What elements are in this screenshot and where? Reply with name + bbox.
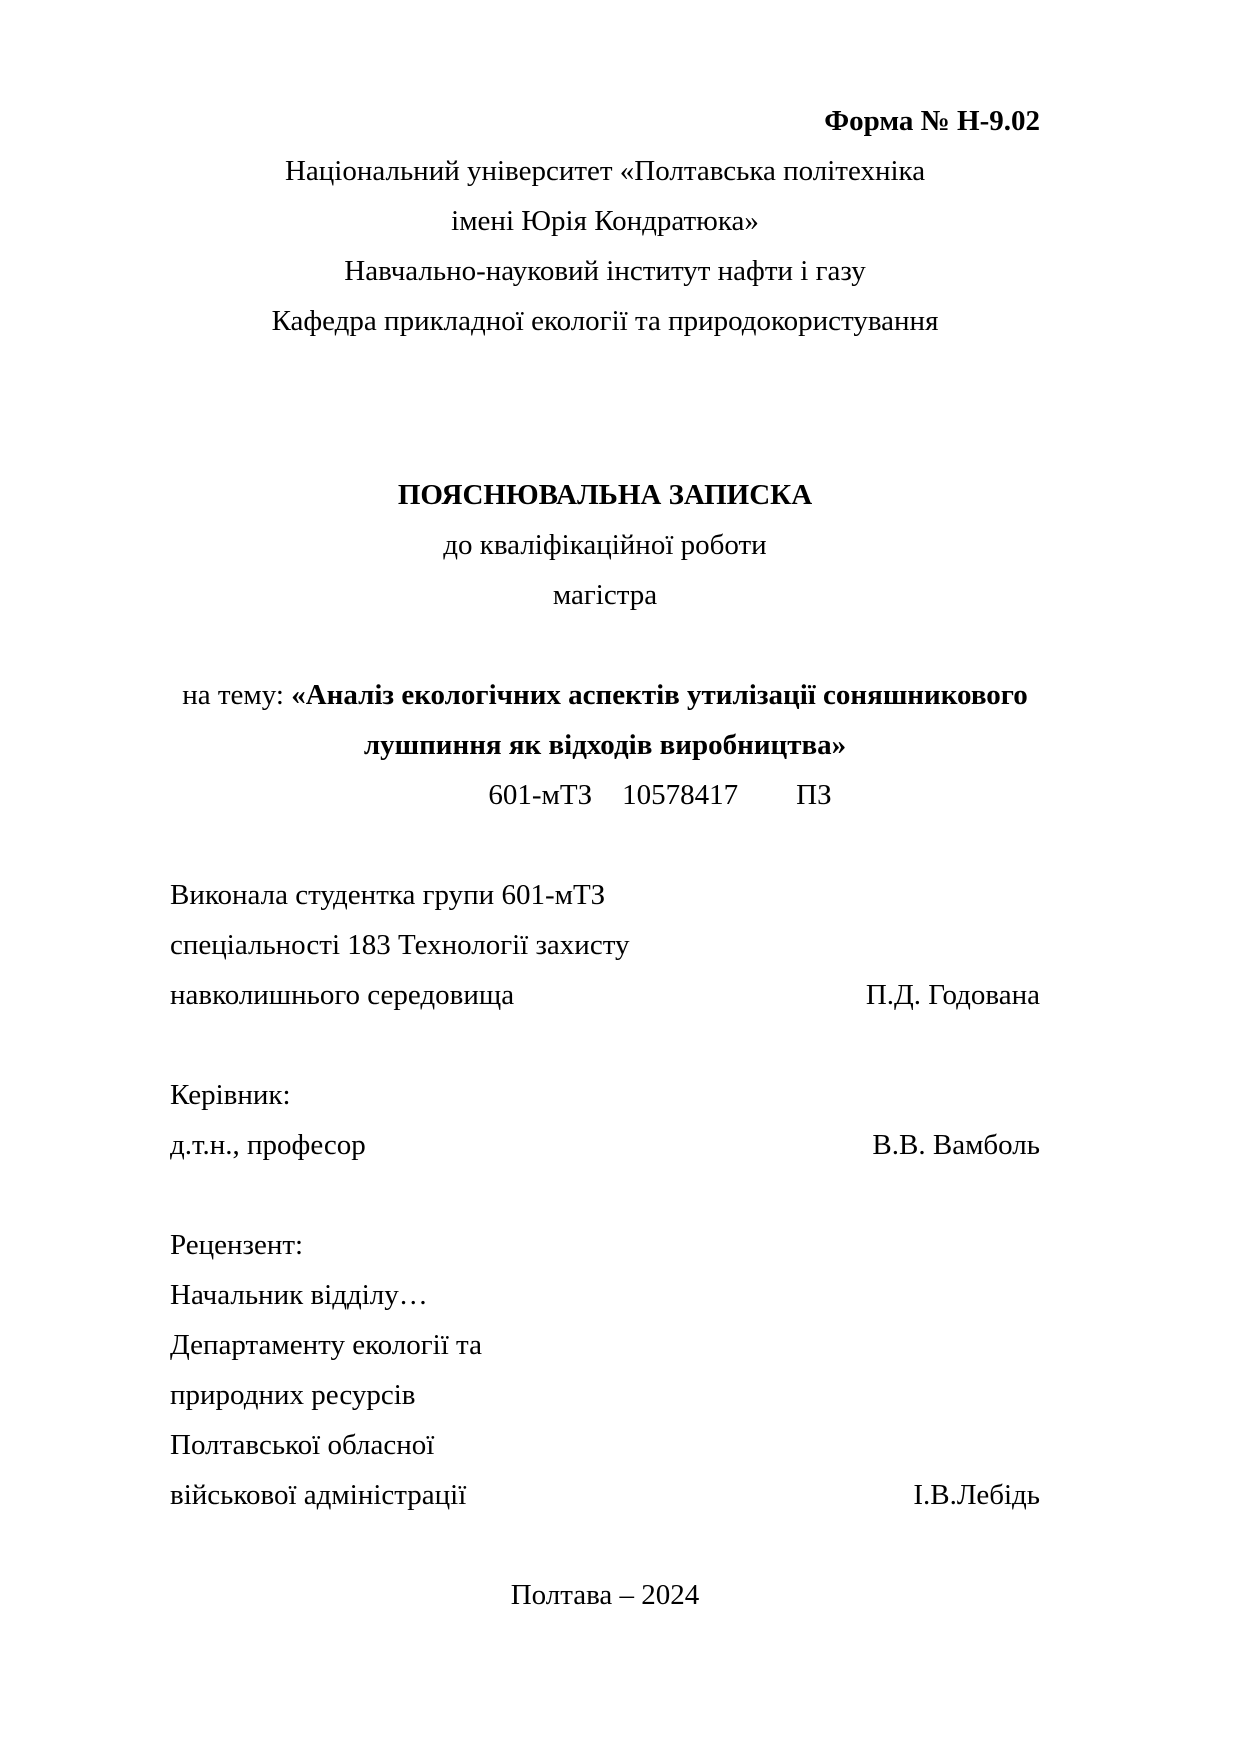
reviewer-name: І.В.Лебідь bbox=[913, 1479, 1040, 1511]
university-name-line2: імені Юрія Кондратюка» bbox=[451, 205, 759, 237]
university-name-line1: Національний університет «Полтавська політехніка bbox=[284, 155, 926, 187]
reviewer-line3: природних ресурсів bbox=[170, 1379, 416, 1411]
code-line bbox=[170, 770, 1040, 820]
spacer bbox=[170, 1170, 1040, 1220]
institute-name: Навчально-науковий інститут нафти і газу bbox=[344, 255, 866, 287]
spacer bbox=[170, 620, 1040, 670]
spacer bbox=[170, 346, 1040, 470]
reviewer-line2: Департаменту екології та bbox=[170, 1329, 482, 1361]
theme-title-part1: «Аналіз екологічних аспектів утилізації соняшникового bbox=[291, 679, 1028, 711]
theme-line-1 bbox=[170, 670, 1040, 720]
department-name: Кафедра прикладної екології та природокористування bbox=[271, 305, 939, 337]
theme-title-part2: лушпиння як відходів виробництва» bbox=[363, 729, 847, 761]
theme-prefix: на тему: bbox=[182, 679, 292, 711]
city-year-footer: Полтава – 2024 bbox=[510, 1579, 700, 1611]
supervisor-name: В.В. Вамболь bbox=[872, 1129, 1040, 1161]
student-info-line3: навколишнього середовища bbox=[170, 979, 515, 1011]
reviewer-line4: Полтавської обласної bbox=[170, 1429, 435, 1461]
student-info-line2: спеціальності 183 Технології захисту bbox=[170, 929, 630, 961]
spacer bbox=[170, 1020, 1040, 1070]
spacer bbox=[170, 820, 1040, 870]
supervisor-row bbox=[170, 1120, 1040, 1170]
student-info-line3-row bbox=[170, 970, 1040, 1020]
document-title: ПОЯСНЮВАЛЬНА ЗАПИСКА bbox=[397, 479, 813, 511]
student-info-line1: Виконала студентка групи 601-мТЗ bbox=[170, 879, 606, 911]
reviewer-label: Рецензент: bbox=[170, 1229, 304, 1261]
student-name: П.Д. Годована bbox=[865, 979, 1040, 1011]
document-subtitle-1: до кваліфікаційної роботи bbox=[443, 529, 767, 561]
form-number: Форма № Н-9.02 bbox=[824, 105, 1040, 137]
document-subtitle-2: магістра bbox=[552, 579, 658, 611]
supervisor-label: Керівник: bbox=[170, 1079, 291, 1111]
reviewer-row bbox=[170, 1470, 1040, 1520]
document-code: ПЗ bbox=[796, 779, 832, 811]
spacer bbox=[170, 1520, 1040, 1570]
group-code: 601-мТЗ bbox=[488, 779, 593, 811]
student-id-number: 10578417 bbox=[622, 779, 739, 811]
reviewer-line1: Начальник відділу… bbox=[170, 1279, 428, 1311]
reviewer-line5: військової адміністрації bbox=[170, 1479, 467, 1511]
supervisor-position: д.т.н., професор bbox=[170, 1129, 366, 1161]
